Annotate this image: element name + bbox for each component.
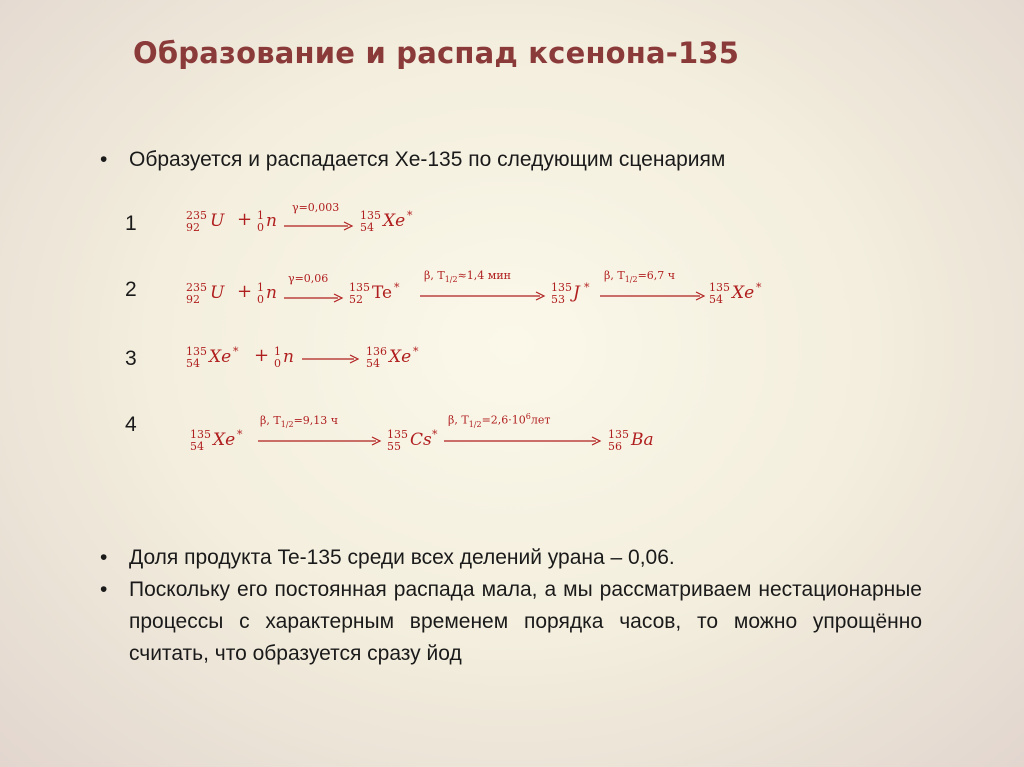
reaction-arrow [444,436,604,446]
arrow-label: γ=0,003 [292,201,340,214]
arrow-label: β, $T_{1/2}\approx 1,4$ мин [424,269,512,285]
arrow-label: β, $T_{1/2}=2,6\cdot 10^6лет$ [448,412,551,429]
bullet-symbol: • [100,546,108,569]
plus-sign: + [237,209,253,230]
bullet-paragraph: Поскольку его постоянная распада мала, а мы рассматриваем нестационарные процессы с характерным временем порядка часов, то можно упрощённо считать, что образуется сразу йод [129,578,922,665]
reaction-arrow [420,291,548,301]
arrow-label: β, $T_{1/2}=9,13$ ч [260,414,339,430]
reaction-2: 235 92 U + 1 0 n γ=0,06 135 52 Te * β, $T_{1/2}\approx 1,4$ мин 135 53 J * β, $T_{1/2}=6,7$ ч 135 54 Xe * [186,269,762,306]
reaction-4: 135 54 Xe * β, $T_{1/2}=9,13$ ч 135 55 Cs * β, $T_{1/2}=2,6\cdot 10^6лет$ 135 56 Ba [190,412,654,453]
arrow-label: β, $T_{1/2}=6,7$ ч [604,269,676,285]
reaction-number: 1 [125,212,137,235]
bullet-text: Образуется и распадается Xe-135 по следующим сценариям [129,148,726,171]
reaction-1: 235 92 U + 1 0 n γ=0,003 135 54 Xe * [186,201,413,234]
reaction-3: 135 54 Xe * + 1 0 n 136 54 Xe * [186,345,419,370]
bullet-symbol: • [100,148,108,171]
reaction-number: 3 [125,347,137,370]
bullet-symbol: • [100,578,108,601]
bullet-text: Доля продукта Te-135 среди всех делений урана – 0,06. [129,546,675,569]
reaction-number: 2 [125,278,137,301]
reaction-number: 4 [125,413,137,436]
reaction-arrow [302,354,362,364]
reaction-arrow [258,436,384,446]
slide-title: Образование и распад ксенона-135 [133,36,740,70]
reaction-arrow [284,221,356,231]
reaction-arrow [600,291,708,301]
reaction-arrow [284,293,346,303]
plus-sign: + [254,345,270,366]
arrow-label: γ=0,06 [288,272,329,285]
plus-sign: + [237,281,253,302]
